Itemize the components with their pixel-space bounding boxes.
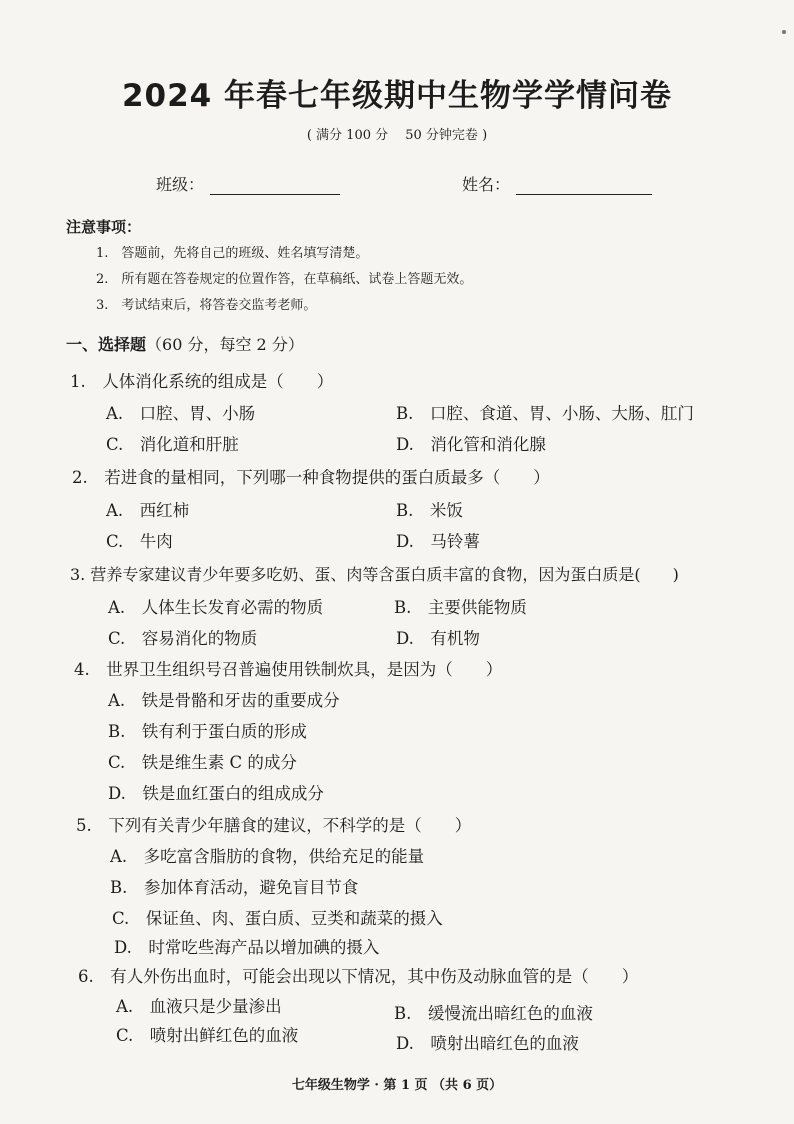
section-note: （60 分，每空 2 分） xyxy=(146,335,304,354)
question-stem: 2. 若进食的量相同，下列哪一种食物提供的蛋白质最多（ ） xyxy=(72,468,550,487)
section-label: 一、选择题 xyxy=(66,335,147,354)
notice-item: 2. 所有题在答卷规定的位置作答，在草稿纸、试卷上答题无效。 xyxy=(96,272,473,287)
option: B. 参加体育活动，避免盲目节食 xyxy=(110,878,359,897)
option: A. 多吃富含脂肪的食物，供给充足的能量 xyxy=(110,847,425,866)
option: D. 有机物 xyxy=(396,629,480,648)
page-footer: 七年级生物学 · 第 1 页 （共 6 页） xyxy=(291,1078,503,1093)
option: C. 牛肉 xyxy=(106,532,173,551)
option: B. 缓慢流出暗红色的血液 xyxy=(394,1004,593,1023)
option: C. 容易消化的物质 xyxy=(108,629,258,648)
scan-speck xyxy=(782,30,786,34)
question-stem: 3. 营养专家建议青少年要多吃奶、蛋、肉等含蛋白质丰富的食物，因为蛋白质是( ) xyxy=(70,565,679,584)
question-stem: 6. 有人外伤出血时，可能会出现以下情况，其中伤及动脉血管的是（ ） xyxy=(78,967,639,986)
class-field xyxy=(156,172,340,195)
name-blank[interactable] xyxy=(516,178,652,195)
notice-heading: 注意事项： xyxy=(66,218,142,236)
exam-title: 2024 年春七年级期中生物学学情问卷 xyxy=(121,78,673,114)
option: B. 主要供能物质 xyxy=(394,598,527,617)
option: C. 保证鱼、肉、蛋白质、豆类和蔬菜的摄入 xyxy=(112,909,443,928)
name-field xyxy=(462,172,652,195)
option: A. 铁是骨骼和牙齿的重要成分 xyxy=(108,691,340,710)
option: C. 喷射出鲜红色的血液 xyxy=(116,1026,299,1045)
question-stem: 5. 下列有关青少年膳食的建议，不科学的是（ ） xyxy=(76,816,472,835)
option: D. 喷射出暗红色的血液 xyxy=(396,1034,579,1053)
option: C. 铁是维生素 C 的成分 xyxy=(108,753,297,772)
option: D. 马铃薯 xyxy=(396,532,480,551)
class-blank[interactable] xyxy=(210,178,340,195)
option: B. 口腔、食道、胃、小肠、大肠、肛门 xyxy=(396,404,694,423)
option: B. 米饭 xyxy=(396,501,463,520)
question-stem: 1. 人体消化系统的组成是（ ） xyxy=(70,372,334,391)
notice-item: 1. 答题前，先将自己的班级、姓名填写清楚。 xyxy=(96,246,369,261)
option: A. 口腔、胃、小肠 xyxy=(106,404,256,423)
option: A. 西红柿 xyxy=(106,501,190,520)
option: A. 人体生长发育必需的物质 xyxy=(108,598,324,617)
option: D. 消化管和消化腺 xyxy=(396,435,546,454)
class-label: 班级： xyxy=(156,175,205,194)
option: B. 铁有利于蛋白质的形成 xyxy=(108,722,307,741)
option: C. 消化道和肝脏 xyxy=(106,435,239,454)
exam-subtitle: ( 满分 100 分 50 分钟完卷 ) xyxy=(306,128,488,143)
question-stem: 4. 世界卫生组织号召普遍使用铁制炊具，是因为（ ） xyxy=(74,660,503,679)
section-heading xyxy=(66,332,304,355)
option: D. 铁是血红蛋白的组成成分 xyxy=(108,784,324,803)
option: D. 时常吃些海产品以增加碘的摄入 xyxy=(114,938,380,957)
option: A. 血液只是少量渗出 xyxy=(116,997,282,1016)
notice-item: 3. 考试结束后，将答卷交监考老师。 xyxy=(96,298,317,313)
name-label: 姓名： xyxy=(462,175,511,194)
